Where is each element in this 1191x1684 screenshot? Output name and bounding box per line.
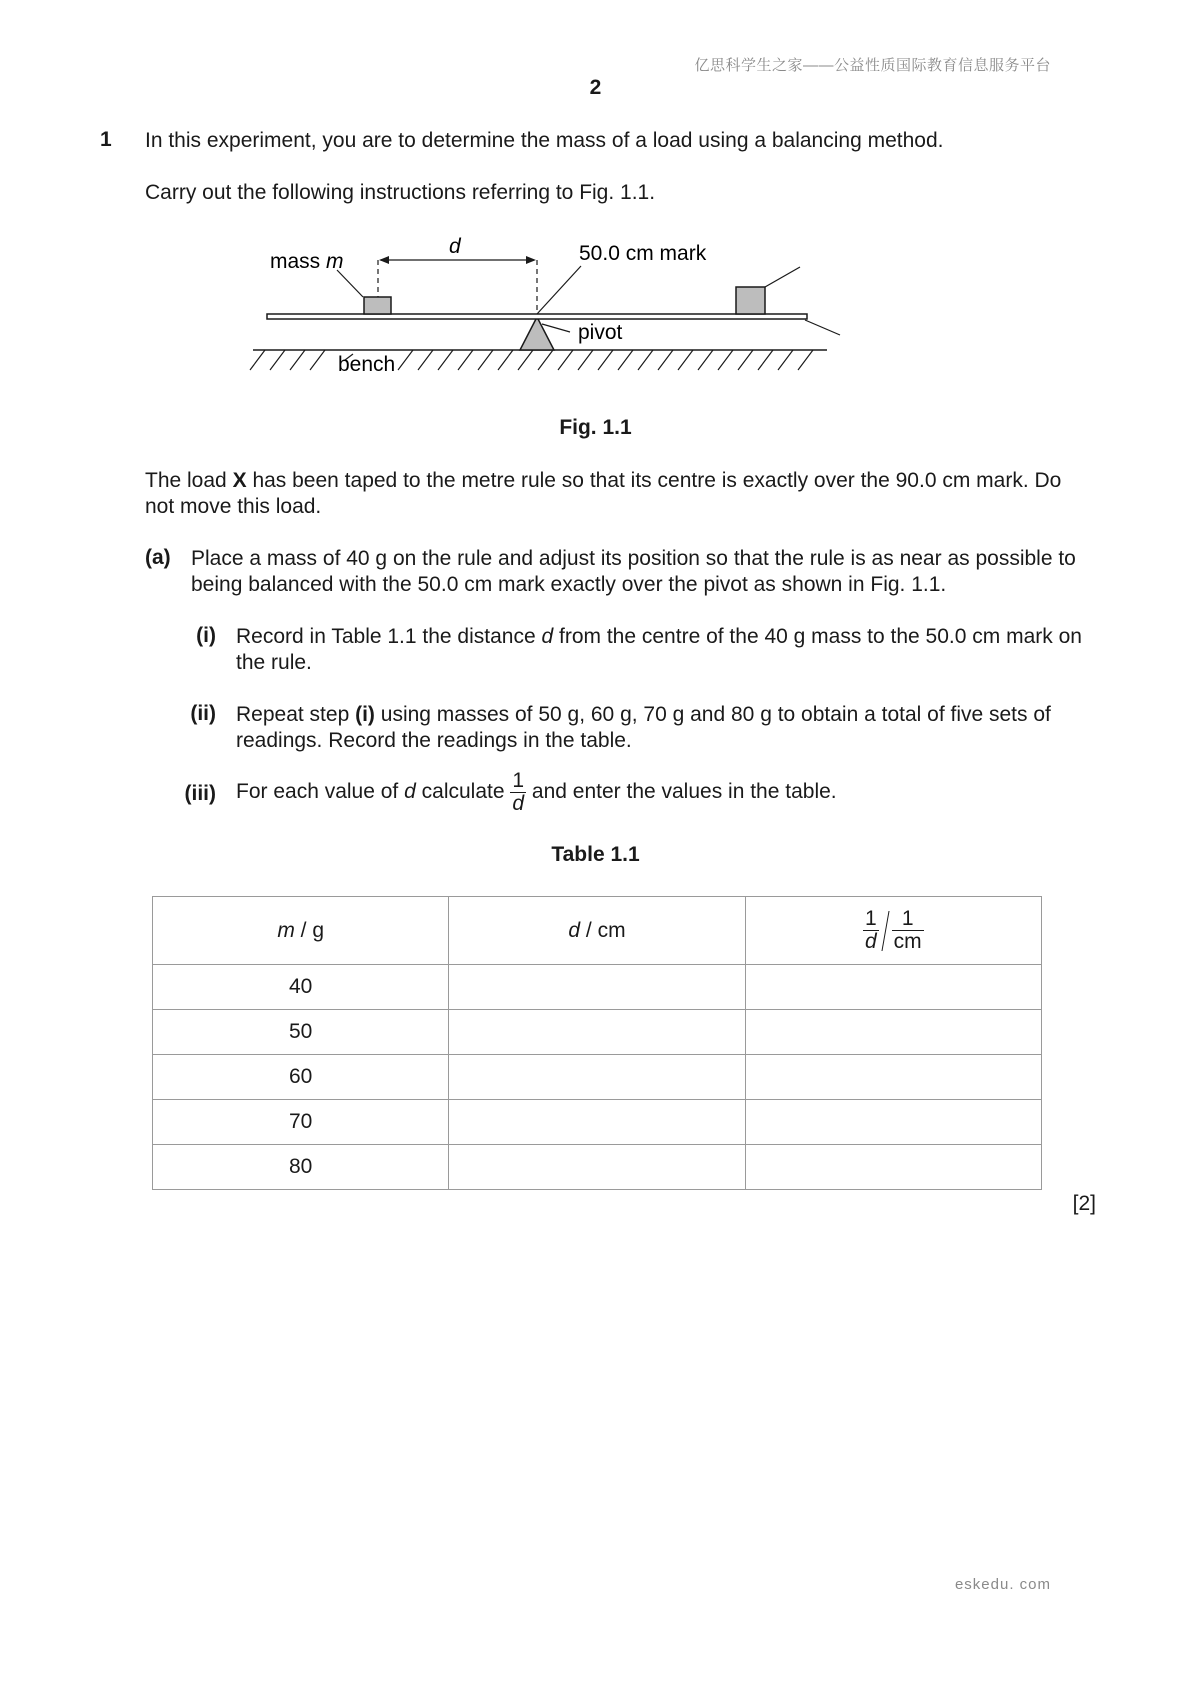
- footer-watermark: eskedu. com: [954, 1576, 1051, 1593]
- pivot-triangle: [520, 317, 554, 350]
- balance-figure: [245, 232, 845, 382]
- mass-m-block: [364, 297, 391, 314]
- header-distance: d / cm: [449, 897, 745, 965]
- table-row: [153, 1010, 1042, 1055]
- question-instructions: Carry out the following instructions referring to Fig. 1.1.: [145, 181, 656, 204]
- inverse-d-cell[interactable]: [745, 1100, 1041, 1145]
- question-number: 1: [100, 128, 112, 151]
- d-cell[interactable]: [449, 965, 745, 1010]
- table-caption: Table 1.1: [551, 843, 640, 866]
- inverse-d-cell[interactable]: [745, 1055, 1041, 1100]
- part-a-iii-text: For each value of d calculate $\frac{1}{d}$ and enter the values in the table.: [236, 769, 837, 815]
- part-a-i-label: (i): [196, 624, 216, 647]
- load-paragraph: The load X has been taped to the metre rule so that its centre is exactly over the 90.0 cm mark. Do not move this load.: [145, 469, 1062, 518]
- header-watermark: 亿思科学生之家——公益性质国际教育信息服务平台: [694, 57, 1051, 74]
- question-intro: In this experiment, you are to determine the mass of a load using a balancing method.: [145, 129, 944, 152]
- mass-cell: 70: [153, 1100, 449, 1145]
- mass-cell: 60: [153, 1055, 449, 1100]
- part-a-i-text: Record in Table 1.1 the distance d from the centre of the 40 g mass to the 50.0 cm mark on the rule.: [236, 625, 1082, 674]
- inverse-d-cell[interactable]: [745, 965, 1041, 1010]
- part-a-ii-text: Repeat step (i) using masses of 50 g, 60 g, 70 g and 80 g to obtain a total of five sets of readings. Record the readings in the table.: [236, 703, 1051, 752]
- part-a-label: (a): [145, 546, 171, 569]
- label-mass: mass m: [270, 250, 344, 273]
- header-inverse-distance: $\frac{1}{d}$ $\frac{1}{cm}$: [745, 897, 1041, 965]
- part-a-iii-label: (iii): [184, 782, 216, 805]
- metre-rule: [267, 314, 807, 319]
- label-pivot: pivot: [578, 321, 623, 344]
- page-number: 2: [589, 76, 602, 99]
- part-a-text: Place a mass of 40 g on the rule and adjust its position so that the rule is as near as possible to being balanced with the 50.0 cm mark exactly over the pivot as shown in Fig. 1.1.: [191, 547, 1076, 596]
- label-bench: bench: [338, 353, 396, 376]
- mass-cell: 50: [153, 1010, 449, 1055]
- d-cell[interactable]: [449, 1145, 745, 1190]
- load-x-block: [736, 287, 765, 314]
- fraction-one-over-d: $\frac{1}{d}$: [512, 769, 525, 815]
- table-row: [153, 1145, 1042, 1190]
- bench-hatching: [250, 350, 813, 370]
- part-a-ii-label: (ii): [190, 702, 216, 725]
- d-cell[interactable]: [449, 1010, 745, 1055]
- label-mark: 50.0 cm mark: [579, 242, 707, 265]
- label-d: d: [449, 235, 461, 258]
- d-cell[interactable]: [449, 1055, 745, 1100]
- mass-cell: 80: [153, 1145, 449, 1190]
- results-table: [152, 896, 1042, 1190]
- table-row: [153, 1100, 1042, 1145]
- header-mass: m / g: [153, 897, 449, 965]
- inverse-d-cell[interactable]: [745, 1145, 1041, 1190]
- table-row: [153, 1055, 1042, 1100]
- marks-allocation: [2]: [1072, 1192, 1096, 1215]
- inverse-d-cell[interactable]: [745, 1010, 1041, 1055]
- d-cell[interactable]: [449, 1100, 745, 1145]
- mass-cell: 40: [153, 965, 449, 1010]
- figure-caption: Fig. 1.1: [559, 416, 632, 439]
- table-row: [153, 965, 1042, 1010]
